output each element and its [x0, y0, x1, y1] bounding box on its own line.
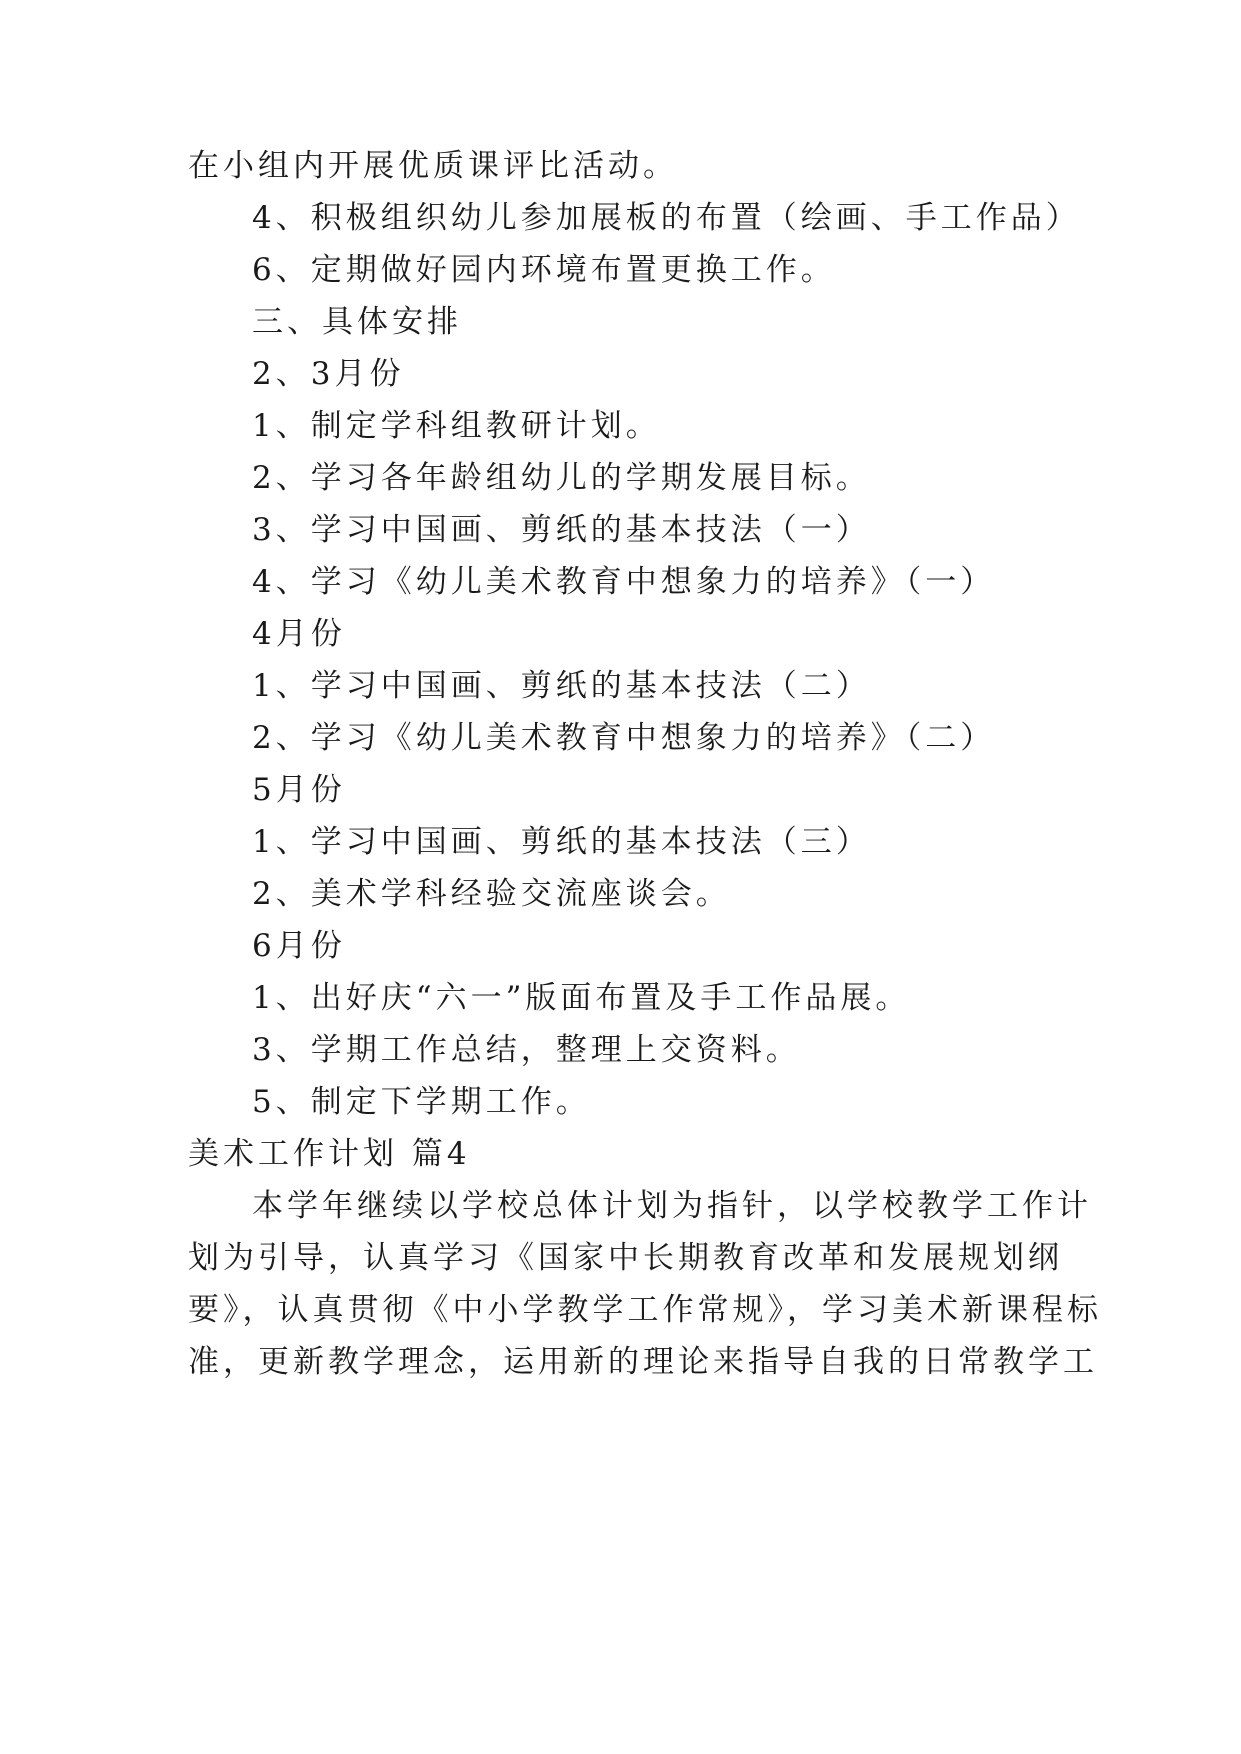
list-item: 1、学习中国画、剪纸的基本技法（二） [252, 668, 871, 704]
list-item: 4、积极组织幼儿参加展板的布置（绘画、手工作品） [252, 200, 1081, 236]
paragraph-line: 划为引导，认真学习《国家中长期教育改革和发展规划纲 [188, 1240, 1063, 1276]
list-item: 2、美术学科经验交流座谈会。 [252, 876, 731, 912]
month-heading: 4月份 [252, 616, 346, 652]
month-heading: 5月份 [252, 772, 346, 808]
paragraph-continuation: 在小组内开展优质课评比活动。 [188, 148, 678, 184]
month-heading: 6月份 [252, 928, 346, 964]
paragraph-line: 要》，认真贯彻《中小学教学工作常规》，学习美术新课程标 [188, 1292, 1102, 1328]
list-item: 2、学习各年龄组幼儿的学期发展目标。 [252, 460, 871, 496]
list-item: 3、学期工作总结，整理上交资料。 [252, 1032, 801, 1068]
list-item: 4、学习《幼儿美术教育中想象力的培养》（一） [252, 564, 996, 600]
list-item: 3、学习中国画、剪纸的基本技法（一） [252, 512, 871, 548]
section-heading: 三、具体安排 [252, 304, 462, 340]
list-item: 1、出好庆“六一”版面布置及手工作品展。 [252, 980, 911, 1016]
article-title: 美术工作计划 篇4 [188, 1136, 471, 1172]
paragraph-line: 本学年继续以学校总体计划为指针，以学校教学工作计 [252, 1188, 1092, 1224]
list-item: 1、制定学科组教研计划。 [252, 408, 661, 444]
list-item: 5、制定下学期工作。 [252, 1084, 591, 1120]
list-item: 1、学习中国画、剪纸的基本技法（三） [252, 824, 871, 860]
list-item: 6、定期做好园内环境布置更换工作。 [252, 252, 836, 288]
month-heading: 2、3月份 [252, 356, 405, 392]
list-item: 2、学习《幼儿美术教育中想象力的培养》（二） [252, 720, 996, 756]
paragraph-line: 准，更新教学理念，运用新的理论来指导自我的日常教学工 [188, 1344, 1098, 1380]
